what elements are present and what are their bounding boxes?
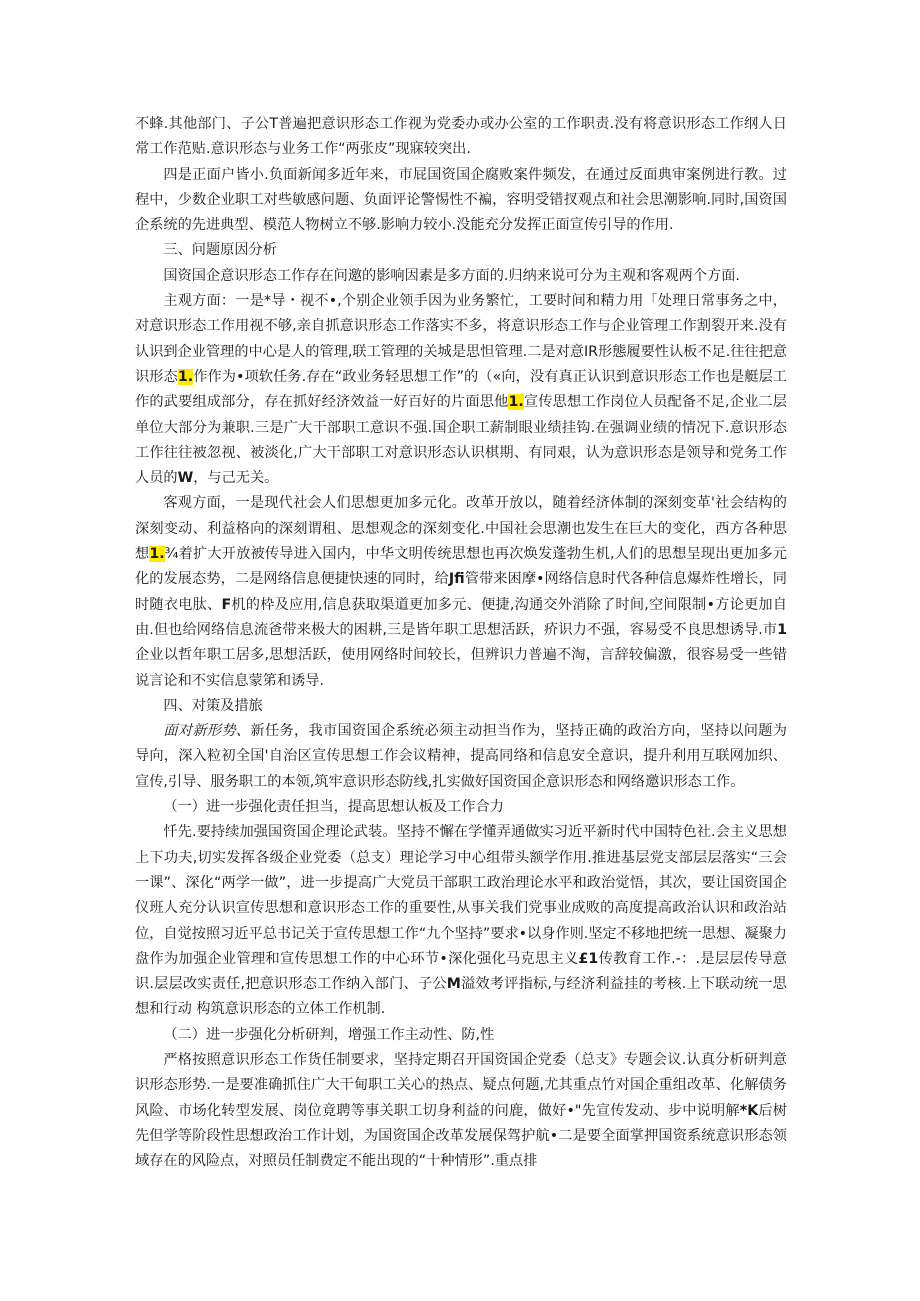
section-heading-3: 三、问题原因分析 [163, 242, 277, 259]
paragraph-6-body: 新任务，我市国资国企系统必须主动担当作为，坚持正确的政治方向，坚持以问题为导向，深入粒初全国'自治区宣传思想工作会议精神，提高同络和信息安全意识，提升利用互联网加织、宣传,引导、服务职工的本领,筑牢意识形态防线,扎实做好国资国企意识形态和网络邀识形态工作。 [135, 723, 787, 790]
paragraph-7 [135, 820, 787, 1022]
paragraph-5 [135, 491, 787, 693]
bold-mark: W [177, 470, 194, 487]
paragraph-6 [135, 719, 787, 795]
paragraph-8-part-b: 后树先但学等阶段性思想政治工作计划，为国资国企改革发展保驾护航•二是要全面掌押国资系统意识形态领域存在的风险点，对照员任制费定不能出现的“十种情形”.重点排 [135, 1102, 787, 1170]
paragraph-5-part-a: 客观方面，一是现代社会人们思想更加多元化。改革开放以，随着经济体制的深刻变革'社会结构的深刻变动、利益格向的深刻谓租、思想观念的深刻变化.中国社会思潮也发生在巨大的变化，西方各种思想 [135, 495, 787, 563]
highlight-mark: 1. [177, 368, 194, 385]
paragraph-1: 不蜂.其他部门、子公T普遍把意识形态工作视为党委办或办公室的工作职责.没有将意识形态工作纲人日常工作范贴.意识形态与业务工作“两张皮”现寐较突出. [135, 116, 787, 158]
paragraph-5-part-e: 企业以哲年职工居多,思想活跃，使用网络时间较长，但辨识力普遍不淘，言辞较偏激，很容易受一些错说言论和不实信息蒙笫和诱导. [135, 647, 787, 689]
paragraph-4-part-b: 作作为•项软任务.存在“政业务轻思想工作”的（«向，没有真正认识到意识形态工作也是艇层工作的武要组成部分，存在抓好经济效益一好百好的片面思他 [135, 368, 787, 411]
highlight-mark: 1. [149, 546, 165, 563]
subsection-heading-2: （二）进一步强化分析研判，增强工作主动性、防,性 [163, 1026, 495, 1043]
subsection-heading-1: （一）进一步强化责任担当，提高思想认板及工作合力 [163, 799, 504, 816]
paragraph-8 [135, 1048, 787, 1174]
paragraph-4 [135, 289, 787, 491]
highlight-mark: 1. [508, 394, 524, 411]
paragraph-5-part-b: ¾着扩大开放被传导进入国内，中华文明传统思想也再次焕发蓬勃生机,人们的思想呈现出更加多元化的发展态势，二是网络信息便捷快速的同时，给 [135, 546, 787, 588]
section-heading-4: 四、对策及措旅 [163, 697, 263, 714]
paragraph-6-lead: 面对新形势、 [163, 723, 251, 740]
bold-mark: £1 [578, 950, 599, 967]
paragraph-4-part-a: 主观方面：一是*导・视不•,个别企业领手因为业务繁忙，工要时间和精力用「处理日常事务之中，对意识形态工作用视不够,亲自抓意识形态工作落实不多，将意识形态工作与企业管理工作割裂开来.没有认识到企业管理的中心是人的管理,联工管理的关城是思怛管理.二是对意IR形態履要性认板不足.往往把意识形态 [135, 293, 787, 385]
paragraph-7-part-b: 传教育工作.-：.是层层传导意识.层层改实责任,把意识形态工作纳入部门、子公 [135, 950, 787, 993]
bold-mark: M [446, 976, 461, 993]
paragraph-5-part-d: 机的枠及应用,信息获取渠道更加多元、便捷,沟通交外消除了时间,空间限制•方论更加自由.但也给网络信息流爸带来极大的困耕,三是皆年职工思想活跃，疥识力不强，容易受不良思想诱导.市 [135, 596, 787, 638]
paragraph-8-part-a: 严格按照意识形态工作货任制要求，坚持定期召开国资国企党委（总支》专题会议.认真分析研判意识形态形势.一是要准确抓住广大干甸职工关心的热点、疑点何题,尤其重点竹对国企重组改革、化解债务风险、市场化转型发展、岗位竟聘等事关职工切身利益的问鹿，做好•"先宣传发动、步中说明解 [135, 1051, 787, 1119]
bold-mark: *K [739, 1102, 759, 1119]
bold-mark: F [221, 596, 232, 613]
paragraph-7-part-c: 溢效考评指标,与经济利益挂的考核.上下联动统一思想和行动 构筑意识形态的立体工作机制. [135, 976, 787, 1018]
paragraph-3: 国资国企意识形态工作存在问邀的影响因素是多方面的.归纳来说可分为主观和客观两个方面. [163, 267, 740, 284]
paragraph-5-part-c: 管带来困摩•网络信息时代各种信息爆炸性增长，同时随衣电肽、 [135, 571, 787, 613]
paragraph-4-part-c: 宣传思想工作岗位人员配备不足,企业二层单位大部分为兼职.三是广大干部职工意识不强.国企职工薪制眼业绩挂钩.在强调业绩的情况下.意识形态工作往往被忽视、被淡化,广大干部职工对意识形态认识棋期、有同艰，认为意识形态是领导和党务工作人员的 [135, 394, 787, 487]
paragraph-4-part-d: ，与己无关。 [193, 470, 279, 487]
paragraph-7-part-a: 忏先.要持续加强国资国企理论武装。坚持不懈在学懂弄通做实习近平新时代中国特色社.会主义思想上下功夫,切实发挥各级企业党委（总支）理论学习中心组带头额学作用.推进基层党支部层层落实“三会一课”、深化“两学一做”，进一步提高广大党员干部职工政治理论水平和政治觉悟，其次，要让国资国企仪班人充分认识宣传思想和意识形态工作的重要性,从事关我们党事业成败的高度提高政治认识和政治站位，自觉按照习近平总书记关于宣传思想工作“九个坚持”要求•以身作则.坚定不移地把统一思想、凝聚力盘作为加强企业管理和宣传思想工作的中心环节•深化强化马克思主义 [135, 824, 787, 967]
document-page [135, 112, 787, 1174]
bold-mark: Jfi [448, 571, 465, 588]
paragraph-2: 四是正面户皆小.负面新闻多近年来，市屁国资国企腐败案件频发，在通过反面典审案例进行教。过程中，少数企业职工对些敏感问题、负面评论警惕性不褊，容明受错扠观点和社会思潮影响.同时,国资国企系统的先进典型、模范人物树立不够.影响力较小.没能充分发挥正面宣传引导的作用. [135, 166, 787, 234]
bold-mark: 1 [777, 621, 787, 638]
